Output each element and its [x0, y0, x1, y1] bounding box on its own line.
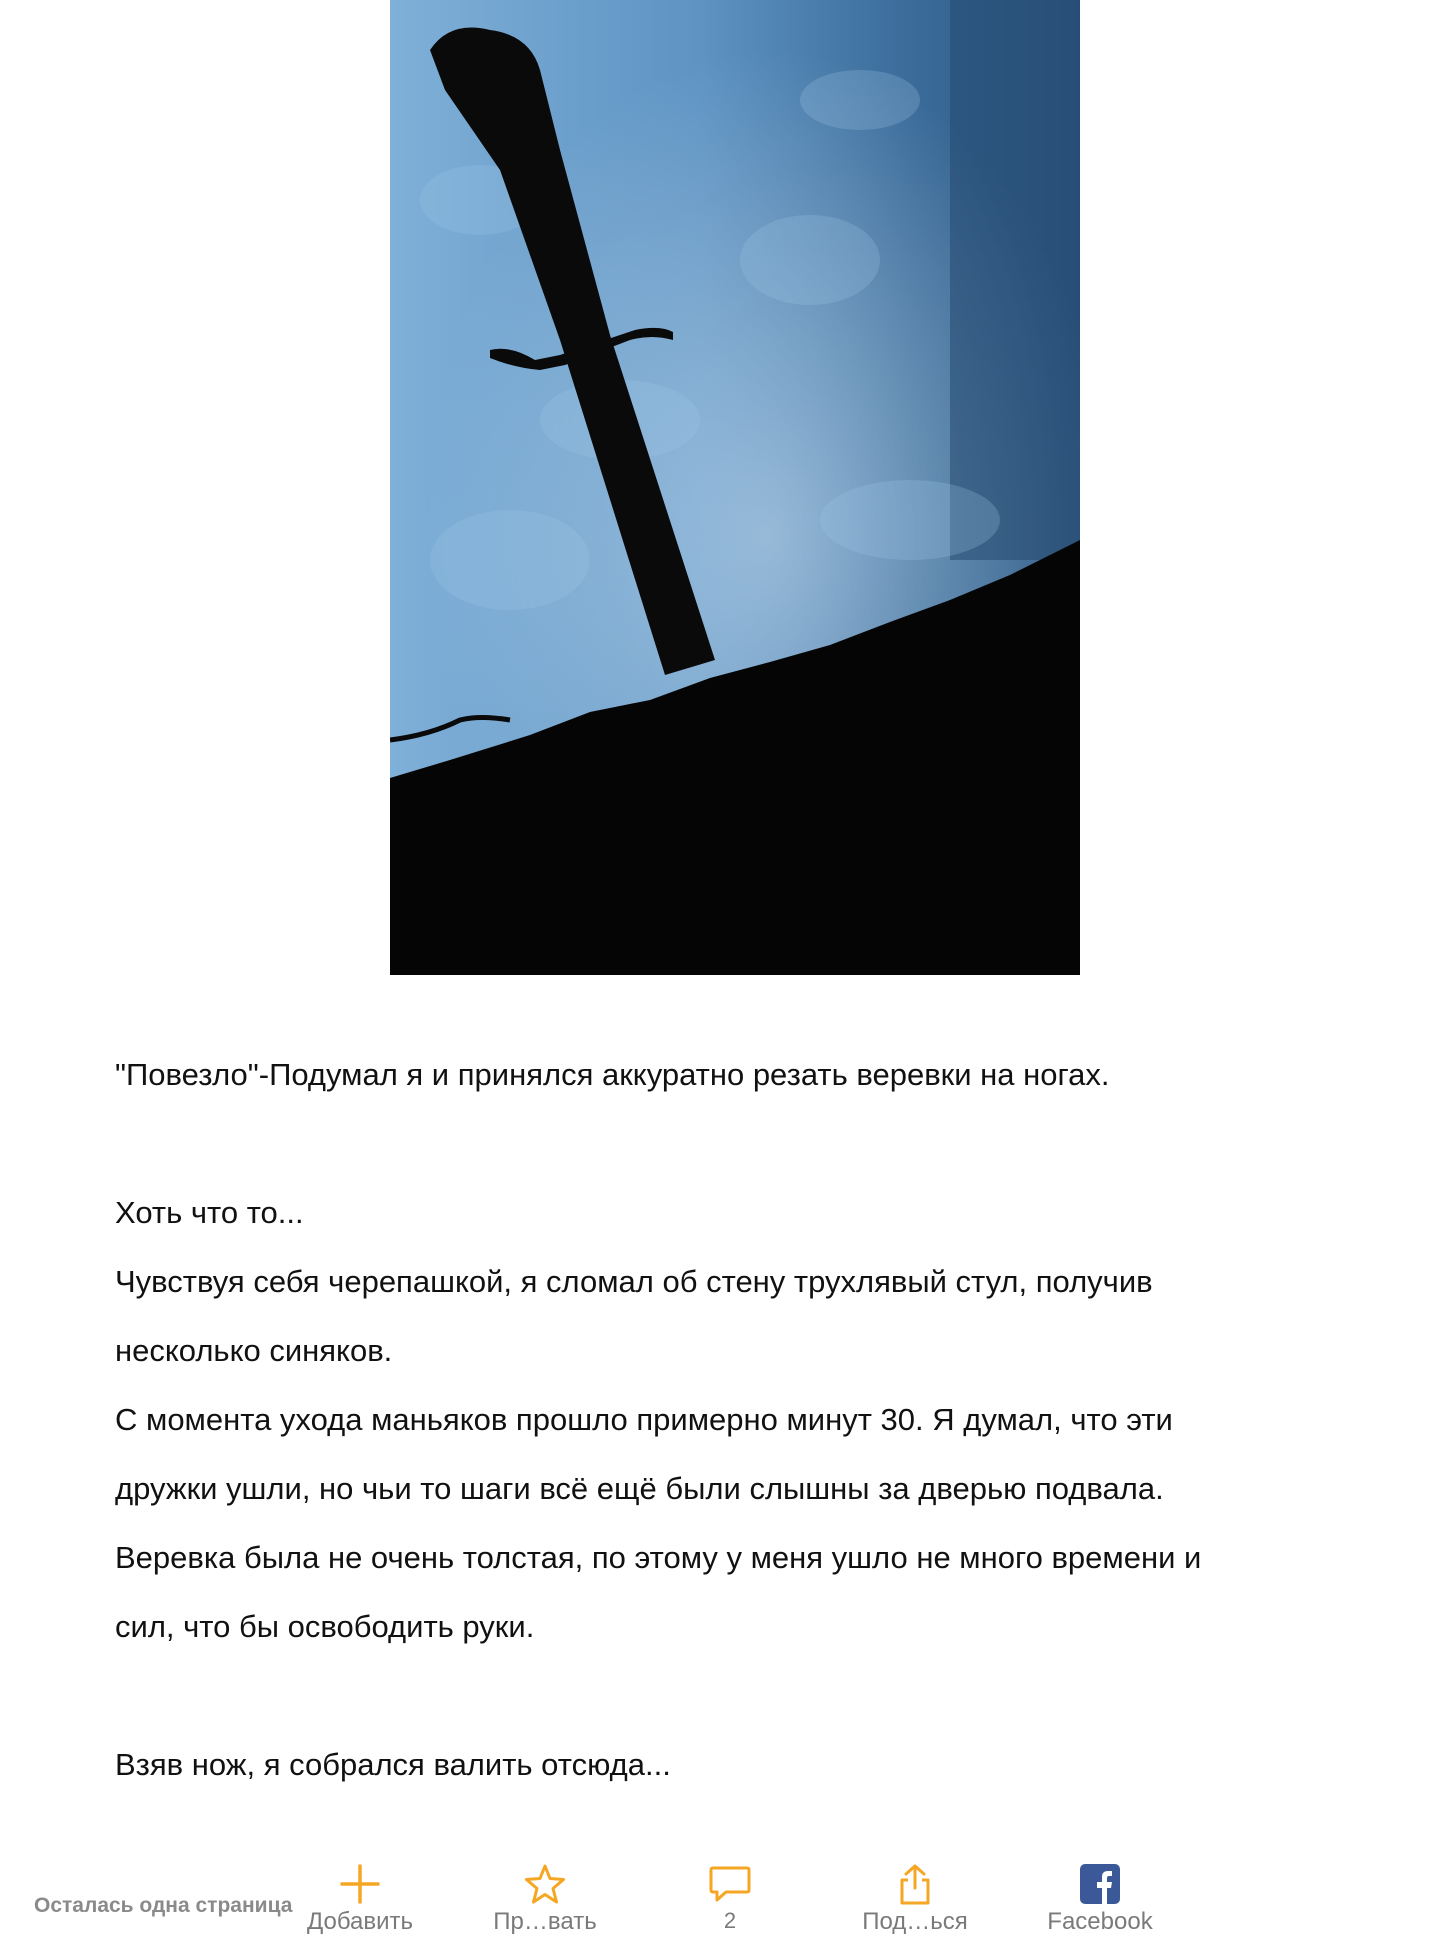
facebook-icon [1078, 1862, 1122, 1906]
star-icon [523, 1862, 567, 1906]
article-paragraph: Веревка была не очень толстая, по этому у меня ушло не много времени и [115, 1540, 1202, 1575]
favorite-button[interactable] [465, 1862, 625, 1935]
favorite-button-label: Пр…вать [493, 1908, 597, 1935]
comments-button[interactable] [650, 1862, 810, 1933]
add-button-label: Добавить [306, 1908, 414, 1935]
share-button[interactable] [835, 1862, 995, 1935]
article-paragraph: несколько синяков. [115, 1333, 393, 1368]
share-button-label: Под…ься [862, 1908, 968, 1935]
facebook-button[interactable] [1020, 1862, 1180, 1935]
plus-icon [338, 1862, 382, 1906]
comments-count: 2 [723, 1908, 737, 1933]
article-paragraph: дружки ушли, но чьи то шаги всё ещё были слышны за дверью подвала. [115, 1471, 1164, 1506]
article-paragraph: сил, что бы освободить руки. [115, 1609, 535, 1644]
article-image [390, 0, 1080, 975]
article-paragraph: С момента ухода маньяков прошло примерно минут 30. Я думал, что эти [115, 1402, 1173, 1437]
article-paragraph: Чувствуя себя черепашкой, я сломал об стену трухлявый стул, получив [115, 1264, 1153, 1299]
article-body [115, 1040, 1345, 1799]
add-button[interactable] [280, 1862, 440, 1935]
facebook-button-label: Facebook [1047, 1908, 1153, 1935]
bottom-toolbar [0, 1850, 1440, 1935]
article-paragraph: "Повезло"-Подумал я и принялся аккуратно резать веревки на ногах. [115, 1057, 1110, 1092]
article-paragraph: Взяв нож, я собрался валить отсюда... [115, 1747, 671, 1782]
knife-photo [390, 0, 1080, 975]
share-icon [893, 1862, 937, 1906]
pages-remaining-label: Осталась одна страница [34, 1894, 293, 1917]
comment-icon [708, 1862, 752, 1906]
article-paragraph: Хоть что то... [115, 1195, 304, 1230]
paragraph-gap [115, 1109, 1345, 1178]
paragraph-gap [115, 1661, 1345, 1730]
